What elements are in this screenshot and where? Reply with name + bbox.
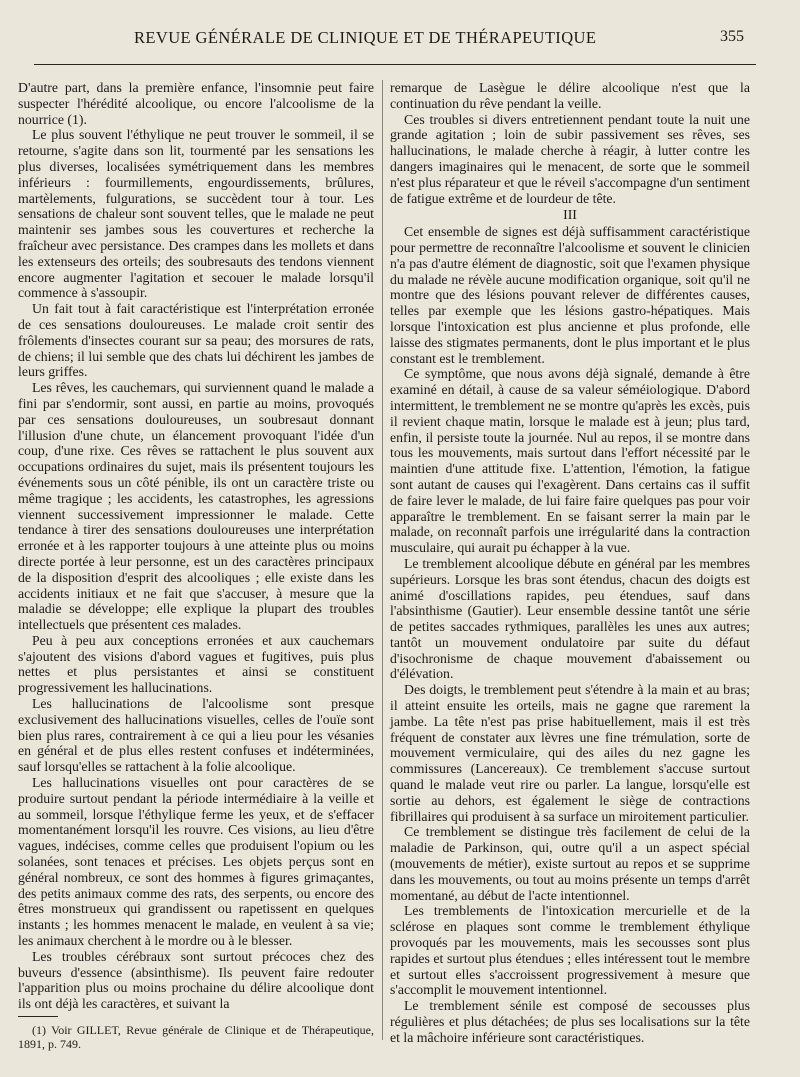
header-rule bbox=[34, 64, 756, 65]
paragraph: remarque de Lasègue le délire alcoolique n'est que la continuation du rêve pendant la veille. bbox=[390, 80, 750, 111]
paragraph: Les hallucinations visuelles ont pour caractères de se produire surtout pendant la période intermédiaire à la veille et au sommeil, lorsque l'éthylique ferme les yeux, et de s'effacer momentanément lorsqu'il les rouvre. Ces visions, au lieu d'être vagues, indécises, comme celles que produisent l'opium ou les solanées, sont tenaces et précises. Les objets perçus sont en général nombreux, ce sont des hommes à figures grimaçantes, des petits animaux comme des rats, des serpents, ou encore des êtres monstrueux qui grandissent ou rapetissent en quelques instants ; les hommes menacent le malade, en veulent à sa vie; les animaux cherchent à le mordre ou à le blesser. bbox=[18, 775, 374, 949]
paragraph: Les rêves, les cauchemars, qui surviennent quand le malade a fini par s'endormir, sont aussi, en partie au moins, provoqués par ces sensations douloureuses, un soubresaut donnant l'illusion d'une chute, un élancement provoquant l'idée d'un coup, d'une rixe. Ces rêves se rattachent le plus souvent aux occupations ordinaires du sujet, mais ils présentent toujours les événements sous un côté pénible, ils ont un caractère triste ou même tragique ; les accidents, les catastrophes, les agressions viennent successivement impressionner le malade. Cette tendance à tirer des sensations douloureuses une interprétation erronée et à les rapporter toujours à une atteinte plus ou moins directe portée à leur personne, est un des caractères principaux de la disposition d'esprit des alcooliques ; elle existe dans les accidents initiaux et ne fait que s'accuser, à mesure que la maladie se développe; elle explique la plupart des troubles intellectuels que présentent ces malades. bbox=[18, 380, 374, 633]
journal-title: REVUE GÉNÉRALE DE CLINIQUE ET DE THÉRAPEUTIQUE bbox=[134, 28, 597, 47]
paragraph: Des doigts, le tremblement peut s'étendre à la main et au bras; il atteint ensuite les orteils, mais ne gagne que rarement la jambe. La tête n'est pas prise habituellement, mais il est très fréquent de constater aux lèvres une fine trémulation, sorte de mouvement vermiculaire, qui des ailes du nez gagne les commissures (Lancereaux). Ce tremblement s'accuse surtout quand le malade veut rire ou parler. La langue, lorsqu'elle est sortie au dehors, est également le siège de contractions fibrillaires qui produisent à sa surface un miroitement particulier. bbox=[390, 682, 750, 824]
running-header bbox=[24, 26, 756, 54]
footnote-rule bbox=[18, 1016, 58, 1017]
paragraph: D'autre part, dans la première enfance, l'insomnie peut faire suspecter l'hérédité alcoolique, ou encore l'alcoolisme de la nourrice (1). bbox=[18, 80, 374, 127]
paragraph: Le tremblement sénile est composé de secousses plus régulières et plus détachées; de plus ses localisations sur la tête et la mâchoire inférieure sont caractéristiques. bbox=[390, 998, 750, 1045]
section-number: III bbox=[563, 207, 577, 223]
paragraph: Les troubles cérébraux sont surtout précoces chez des buveurs d'essence (absinthisme). Ils peuvent faire redouter l'apparition plus ou moins prochaine du délire alcoolique dont ils ont déjà les caractères, et suivant la bbox=[18, 948, 374, 1012]
paragraph: Les hallucinations de l'alcoolisme sont presque exclusivement des hallucinations visuelles, celles de l'ouïe sont bien plus rares, contrairement à ce qui a lieu pour les vésanies en général et de plus elles restent confuses et indéterminées, sauf lorsqu'elles se rattachent à la folie alcoolique. bbox=[18, 696, 374, 775]
paragraph: Le tremblement alcoolique débute en général par les membres supérieurs. Lorsque les bras sont étendus, chacun des doigts est animé d'oscillations rapides, peu étendues, sauf dans l'absinthisme (Gautier). Leur ensemble dessine tantôt une série de petites saccades rythmiques, parallèles les unes aux autres; tantôt un mouvement ondulatoire par suite du défaut d'isochronisme de chaque mouvement d'abaissement ou d'élévation. bbox=[390, 555, 750, 682]
paragraph: Ces troubles si divers entretiennent pendant toute la nuit une grande agitation ; loin de subir passivement ses rêves, ses hallucinations, le malade cherche à réagir, à lutter contre les dangers imaginaires qui le menacent, de sorte que le sommeil n'est plus réparateur et que le réveil s'accompagne d'un sentiment de fatigue extrême et de lourdeur de tête. bbox=[390, 111, 750, 206]
footnote: (1) Voir GILLET, Revue générale de Clinique et de Thérapeutique, 1891, p. 749. bbox=[18, 1023, 374, 1052]
column-divider bbox=[382, 80, 383, 1040]
paragraph: Les tremblements de l'intoxication mercurielle et de la sclérose en plaques sont comme le tremblement éthylique provoqués par les mouvements, mais les secousses sont plus rapides et surtout plus étendues ; elles intéressent tout le membre et surtout elles s'accroissent progressivement à mesure que s'accomplit le mouvement intentionnel. bbox=[390, 903, 750, 998]
paragraph: Le plus souvent l'éthylique ne peut trouver le sommeil, il se retourne, s'agite dans son lit, tourmenté par les sensations les plus diverses, localisées symétriquement dans les membres inférieurs : fourmillements, engourdissements, brûlures, martèlements, fulgurations, se succèdent tour à tour. Les sensations de chaleur sont souvent telles, que le malade ne peut maintenir ses jambes sous les couvertures et recherche la fraîcheur avec persistance. Des crampes dans les mollets et dans les extenseurs des orteils; des soubresauts des tendons viennent encore augmenter l'agitation et secouer le malade lorsqu'il commence à s'assoupir. bbox=[18, 127, 374, 301]
paragraph: Cet ensemble de signes est déjà suffisamment caractéristique pour permettre de reconnaître l'alcoolisme et souvent le clinicien n'a pas d'autre élément de diagnostic, soit que l'examen physique du malade ne révèle aucune modification organique, soit qu'il ne montre que des lésions pouvant relever de différentes causes, telles par exemple que les lésions gastro-hépatiques. Mais lorsque l'intoxication est plus ancienne et plus profonde, elle laisse des stigmates permanents, dont le plus important et le plus constant est le tremblement. bbox=[390, 224, 750, 366]
right-column bbox=[390, 80, 750, 1046]
paragraph: Ce symptôme, que nous avons déjà signalé, demande à être examiné en détail, à cause de sa valeur séméiologique. D'abord intermittent, le tremblement ne se montre qu'après les excès, puis il revient chaque matin, lorsque le malade est à jeun; plus tard, enfin, il persiste toute la journée. Nul au repos, il se montre dans tous les mouvements, mais surtout dans l'effort nécessité par le maintien d'une attitude fixe. L'attention, l'émotion, la fatigue sont autant de causes qui l'exagèrent. Dans certains cas il suffit de faire lever le malade, de lui faire faire quelques pas pour voir apparaître le tremblement. En se faisant serrer la main par le malade, on reconnaît parfois une irrégularité dans la contraction musculaire, qui aurait pu échapper à la vue. bbox=[390, 366, 750, 556]
paragraph: Ce tremblement se distingue très facilement de celui de la maladie de Parkinson, qui, outre qu'il a un aspect spécial (mouvements de métier), existe surtout au repos et se supprime dans les mouvements, ou tout au moins présente un temps d'arrêt momentané, au début de l'acte intentionnel. bbox=[390, 824, 750, 903]
paragraph: Un fait tout à fait caractéristique est l'interprétation erronée de ces sensations douloureuses. Le malade croit sentir des frôlements d'insectes courant sur sa peau; des morsures de rats, de chiens; il lui semble que des chats lui déchirent les jambes de leurs griffes. bbox=[18, 301, 374, 380]
page-number: 355 bbox=[720, 28, 744, 45]
left-column bbox=[18, 80, 374, 1051]
paragraph: Peu à peu aux conceptions erronées et aux cauchemars s'ajoutent des visions d'abord vagues et fugitives, puis plus nettes et plus persistantes et ainsi se constituent progressivement les hallucinations. bbox=[18, 632, 374, 696]
